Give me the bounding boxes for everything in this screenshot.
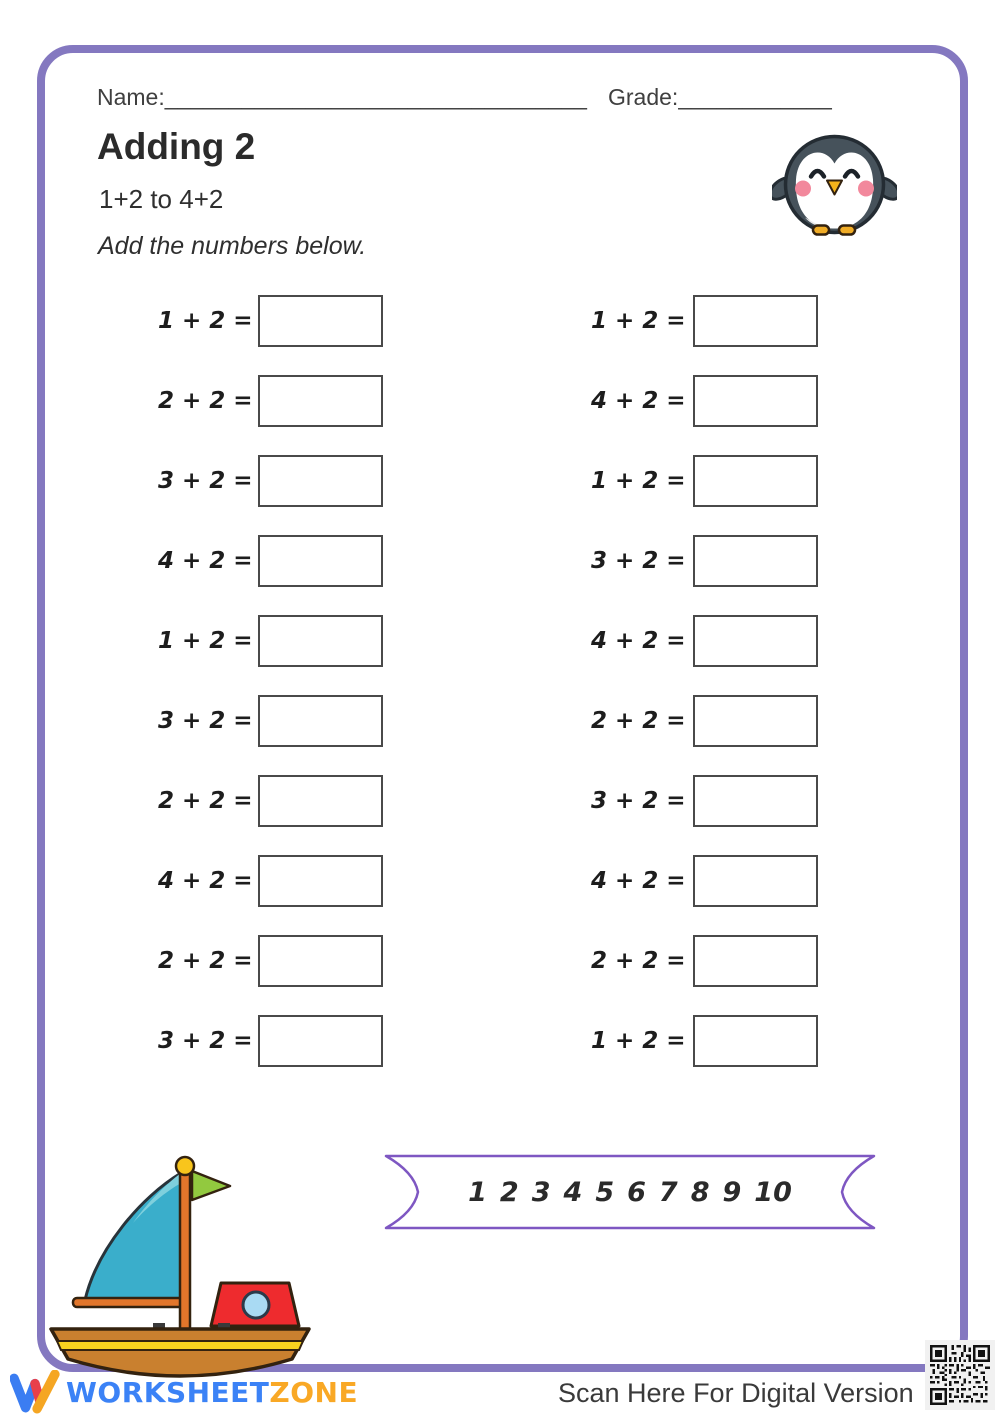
problem-row <box>591 615 818 667</box>
brand-text-worksheet: WORKSHEET <box>66 1375 270 1409</box>
problem-label: 4 + 2 = <box>158 868 253 894</box>
answer-box[interactable] <box>693 1015 818 1067</box>
number-line-value: 10 <box>754 1176 792 1208</box>
problem-label: 4 + 2 = <box>591 628 686 654</box>
problem-label: 4 + 2 = <box>158 548 253 574</box>
number-line-banner <box>358 1150 902 1234</box>
problem-label: 3 + 2 = <box>158 708 253 734</box>
number-line-value: 2 <box>499 1176 519 1208</box>
answer-box[interactable] <box>258 295 383 347</box>
grade-label: Grade: <box>608 84 679 110</box>
name-label: Name: <box>97 84 165 110</box>
answer-box[interactable] <box>693 775 818 827</box>
grade-blank-line[interactable]: ____________ <box>678 84 832 110</box>
problem-label: 2 + 2 = <box>591 948 686 974</box>
number-line <box>358 1150 902 1234</box>
answer-box[interactable] <box>693 615 818 667</box>
problem-row <box>591 855 818 907</box>
number-line-value: 5 <box>595 1176 615 1208</box>
problem-row <box>591 295 818 347</box>
page-title: Adding 2 <box>97 126 256 167</box>
problem-row <box>158 1015 383 1067</box>
brand-text <box>66 1376 358 1409</box>
answer-box[interactable] <box>693 375 818 427</box>
problem-row <box>591 375 818 427</box>
brand-logo[interactable] <box>10 1370 358 1414</box>
number-line-value: 3 <box>531 1176 551 1208</box>
problem-row <box>591 935 818 987</box>
problem-row <box>591 775 818 827</box>
answer-box[interactable] <box>693 455 818 507</box>
answer-box[interactable] <box>258 855 383 907</box>
problem-row <box>158 615 383 667</box>
problem-label: 1 + 2 = <box>591 308 686 334</box>
problem-label: 4 + 2 = <box>591 868 686 894</box>
problem-label: 1 + 2 = <box>591 468 686 494</box>
answer-box[interactable] <box>258 1015 383 1067</box>
answer-box[interactable] <box>258 375 383 427</box>
number-line-value: 6 <box>627 1176 646 1208</box>
problem-label: 1 + 2 = <box>158 628 253 654</box>
name-blank-line[interactable]: _________________________________ <box>164 84 587 110</box>
problem-row <box>158 855 383 907</box>
answer-box[interactable] <box>258 455 383 507</box>
answer-box[interactable] <box>258 695 383 747</box>
problems-column-left <box>158 295 383 1067</box>
answer-box[interactable] <box>258 775 383 827</box>
problem-row <box>591 695 818 747</box>
brand-text-zone: ZONE <box>269 1375 359 1409</box>
answer-box[interactable] <box>693 695 818 747</box>
problem-label: 2 + 2 = <box>158 388 253 414</box>
problem-label: 3 + 2 = <box>591 788 686 814</box>
number-line-value: 9 <box>722 1176 742 1208</box>
number-line-value: 8 <box>690 1176 710 1208</box>
problem-row <box>158 295 383 347</box>
scan-here-text: Scan Here For Digital Version <box>558 1378 914 1408</box>
problem-row <box>591 455 818 507</box>
problem-row <box>158 455 383 507</box>
answer-box[interactable] <box>258 615 383 667</box>
number-line-value: 4 <box>563 1176 583 1208</box>
grade-group <box>608 84 832 111</box>
answer-box[interactable] <box>258 935 383 987</box>
problem-label: 1 + 2 = <box>591 1028 686 1054</box>
header-row <box>97 84 937 111</box>
problem-row <box>591 1015 818 1067</box>
qr-code[interactable] <box>925 1340 995 1410</box>
worksheetzone-w-icon <box>10 1370 60 1414</box>
answer-box[interactable] <box>693 935 818 987</box>
problem-label: 3 + 2 = <box>158 468 253 494</box>
answer-box[interactable] <box>258 535 383 587</box>
problem-label: 3 + 2 = <box>158 1028 253 1054</box>
problems-column-right <box>591 295 818 1067</box>
problem-label: 3 + 2 = <box>591 548 686 574</box>
problem-row <box>158 375 383 427</box>
problem-row <box>158 775 383 827</box>
number-line-value: 7 <box>658 1176 678 1208</box>
problem-label: 2 + 2 = <box>591 708 686 734</box>
answer-box[interactable] <box>693 295 818 347</box>
problem-label: 1 + 2 = <box>158 308 253 334</box>
page-subtitle: 1+2 to 4+2 <box>99 184 224 214</box>
answer-box[interactable] <box>693 855 818 907</box>
number-line-value: 1 <box>468 1176 487 1208</box>
answer-box[interactable] <box>693 535 818 587</box>
problem-label: 2 + 2 = <box>158 788 253 814</box>
problem-row <box>591 535 818 587</box>
sailboat-icon <box>45 1153 315 1390</box>
problem-row <box>158 535 383 587</box>
problem-label: 2 + 2 = <box>158 948 253 974</box>
problem-row <box>158 695 383 747</box>
problem-label: 4 + 2 = <box>591 388 686 414</box>
penguin-icon <box>772 131 897 237</box>
instruction-text: Add the numbers below. <box>98 232 367 260</box>
problem-row <box>158 935 383 987</box>
